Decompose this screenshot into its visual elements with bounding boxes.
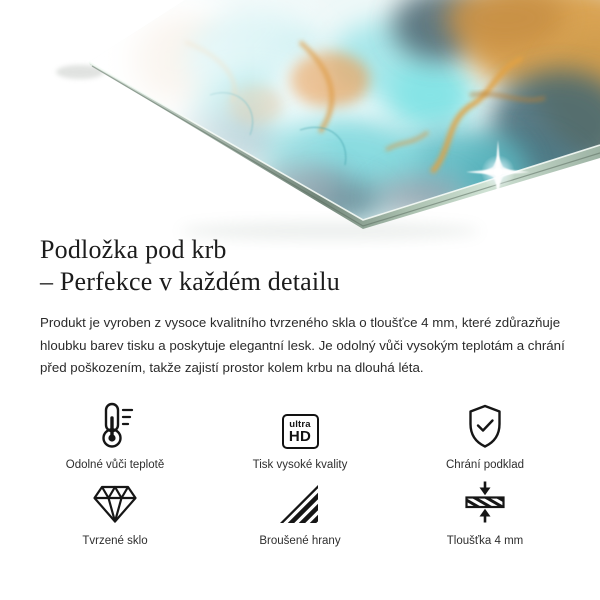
page-title-line1: Podložka pod krb bbox=[40, 235, 227, 264]
product-description: Produkt je vyroben z vysoce kvalitního tvrzeného skla o tloušťce 4 mm, které zdůrazňuje hloubku barev tisku a poskytuje elegantní lesk. Je odolný vůči vysokým teplotám a chrání před poškozením, takže zajistí prostor kolem krbu na dlouhá léta. bbox=[40, 315, 565, 375]
feature-row-1 bbox=[40, 401, 560, 472]
feature-label: Broušené hrany bbox=[259, 535, 341, 547]
feature-label: Tisk vysoké kvality bbox=[252, 459, 348, 471]
feature-print-quality bbox=[225, 401, 375, 472]
feature-heat-resistant bbox=[40, 401, 190, 472]
feature-tempered-glass bbox=[40, 477, 190, 548]
page-title bbox=[40, 234, 575, 298]
thermometer-icon bbox=[93, 401, 137, 449]
shield-check-icon bbox=[463, 403, 507, 449]
polished-edges-icon bbox=[278, 483, 322, 525]
ultra-hd-bottom-text: HD bbox=[288, 427, 312, 445]
feature-label: Odolné vůči teplotě bbox=[65, 459, 165, 471]
feature-row-2 bbox=[40, 477, 560, 548]
feature-protects-surface bbox=[410, 401, 560, 472]
feature-grid bbox=[40, 401, 560, 553]
glass-artwork bbox=[0, 0, 600, 250]
page-title-line2: – Perfekce v každém detailu bbox=[40, 267, 340, 296]
feature-label: Tloušťka 4 mm bbox=[446, 535, 524, 547]
feature-polished-edges bbox=[225, 477, 375, 548]
ultra-hd-top-text: ultra bbox=[289, 418, 311, 430]
ultra-hd-icon bbox=[282, 414, 319, 449]
feature-thickness bbox=[410, 477, 560, 548]
diamond-icon bbox=[92, 483, 138, 525]
product-image bbox=[0, 0, 600, 250]
compressed-thickness-icon bbox=[463, 479, 507, 525]
feature-label: Chrání podklad bbox=[446, 459, 524, 471]
glass-panel-render bbox=[0, 0, 600, 250]
feature-label: Tvrzené sklo bbox=[82, 535, 148, 547]
